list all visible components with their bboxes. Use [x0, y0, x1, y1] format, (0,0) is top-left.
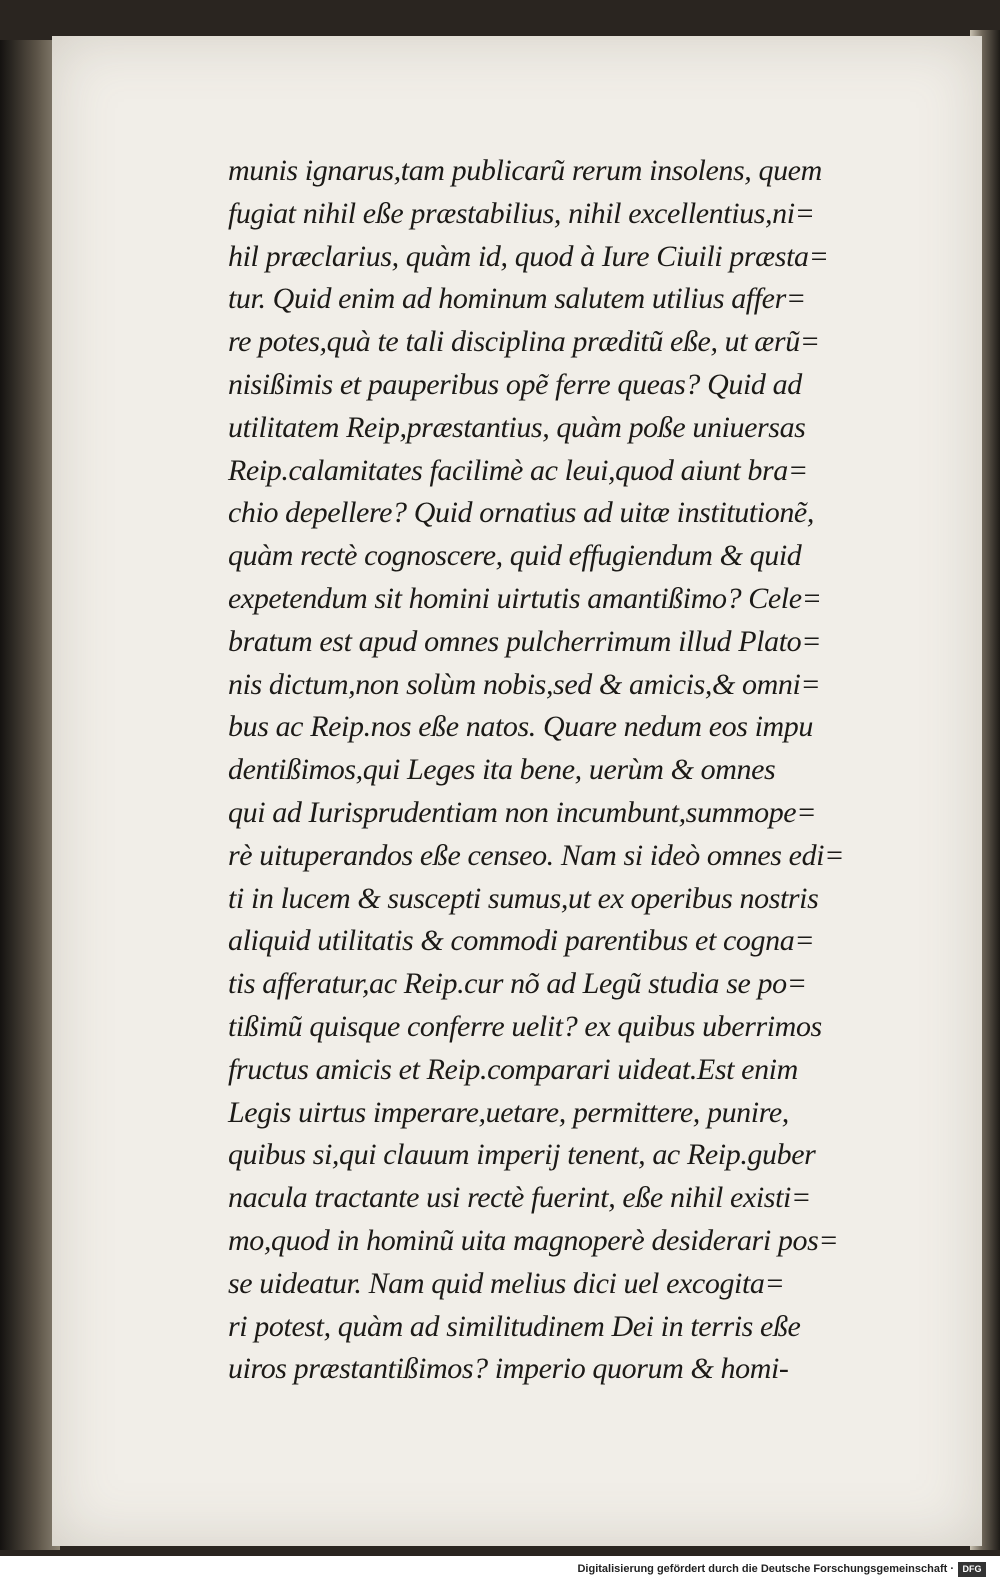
- text-line: tißimũ quisque conferre uelit? ex quibus uberrimos: [228, 1009, 822, 1043]
- text-line: rè uituperandos eße censeo. Nam si ideò omnes edi=: [228, 838, 844, 872]
- text-line: munis ignarus,tam publicarũ rerum insolens, quem: [228, 154, 822, 187]
- text-line: Reip.calamitates facilimè ac leui,quod aiunt bra=: [228, 453, 808, 487]
- text-line: quibus si,qui clauum imperij tenent, ac Reip.guber: [228, 1138, 816, 1172]
- footer-bar: [0, 1556, 1000, 1584]
- text-line: quàm rectè cognoscere, quid effugiendum & quid: [228, 539, 802, 573]
- text-line: nis dictum,non solùm nobis,sed & amicis,& omni=: [228, 667, 821, 701]
- text-line: expetendum sit homini uirtutis amantißimo? Cele=: [228, 581, 822, 615]
- binding-shadow: [0, 40, 60, 1550]
- text-line: utilitatem Reip,præstantius, quàm poße uniuersas: [228, 410, 806, 444]
- text-line: bus ac Reip.nos eße natos. Quare nedum eos impu: [228, 710, 813, 744]
- text-line: se uideatur. Nam quid melius dici uel excogita=: [228, 1266, 785, 1300]
- text-line: aliquid utilitatis & commodi parentibus et cogna=: [228, 924, 815, 958]
- text-line: tis afferatur,ac Reip.cur nõ ad Legũ studia se po=: [228, 967, 807, 1001]
- text-line: qui ad Iurisprudentiam non incumbunt,summope=: [228, 795, 817, 829]
- text-line: chio depellere? Quid ornatius ad uitæ institutionẽ,: [228, 496, 814, 530]
- footer-credit: Digitalisierung gefördert durch die Deutsche Forschungsgemeinschaft ·: [577, 1563, 954, 1575]
- text-line: Legis uirtus imperare,uetare, permittere, punire,: [228, 1095, 789, 1129]
- text-line: fructus amicis et Reip.comparari uideat.Est enim: [228, 1052, 798, 1086]
- text-line: tur. Quid enim ad hominum salutem utilius affer=: [228, 282, 806, 316]
- text-line: hil præclarius, quàm id, quod à Iure Ciuili præsta=: [228, 239, 829, 273]
- text-line: fugiat nihil eße præstabilius, nihil excellentius,ni=: [228, 196, 815, 230]
- text-line: ti in lucem & suscepti sumus,ut ex operibus nostris: [228, 881, 819, 915]
- text-line: nisißimis et pauperibus opẽ ferre queas? Quid ad: [228, 367, 802, 401]
- text-line: bratum est apud omnes pulcherrimum illud Plato=: [228, 624, 822, 658]
- text-line: nacula tractante usi rectè fuerint, eße nihil existi=: [228, 1181, 811, 1215]
- text-line: mo,quod in hominũ uita magnoperè desiderari pos=: [228, 1223, 839, 1257]
- text-line: uiros præstantißimos? imperio quorum & homi-: [228, 1352, 789, 1386]
- body-text: [228, 150, 908, 1391]
- text-line: ri potest, quàm ad similitudinem Dei in terris eße: [228, 1309, 801, 1343]
- text-line: re potes,quà te tali disciplina præditũ eße, ut ærũ=: [228, 325, 820, 359]
- dfg-logo: DFG: [958, 1562, 986, 1577]
- text-line: dentißimos,qui Leges ita bene, uerùm & omnes: [228, 753, 776, 787]
